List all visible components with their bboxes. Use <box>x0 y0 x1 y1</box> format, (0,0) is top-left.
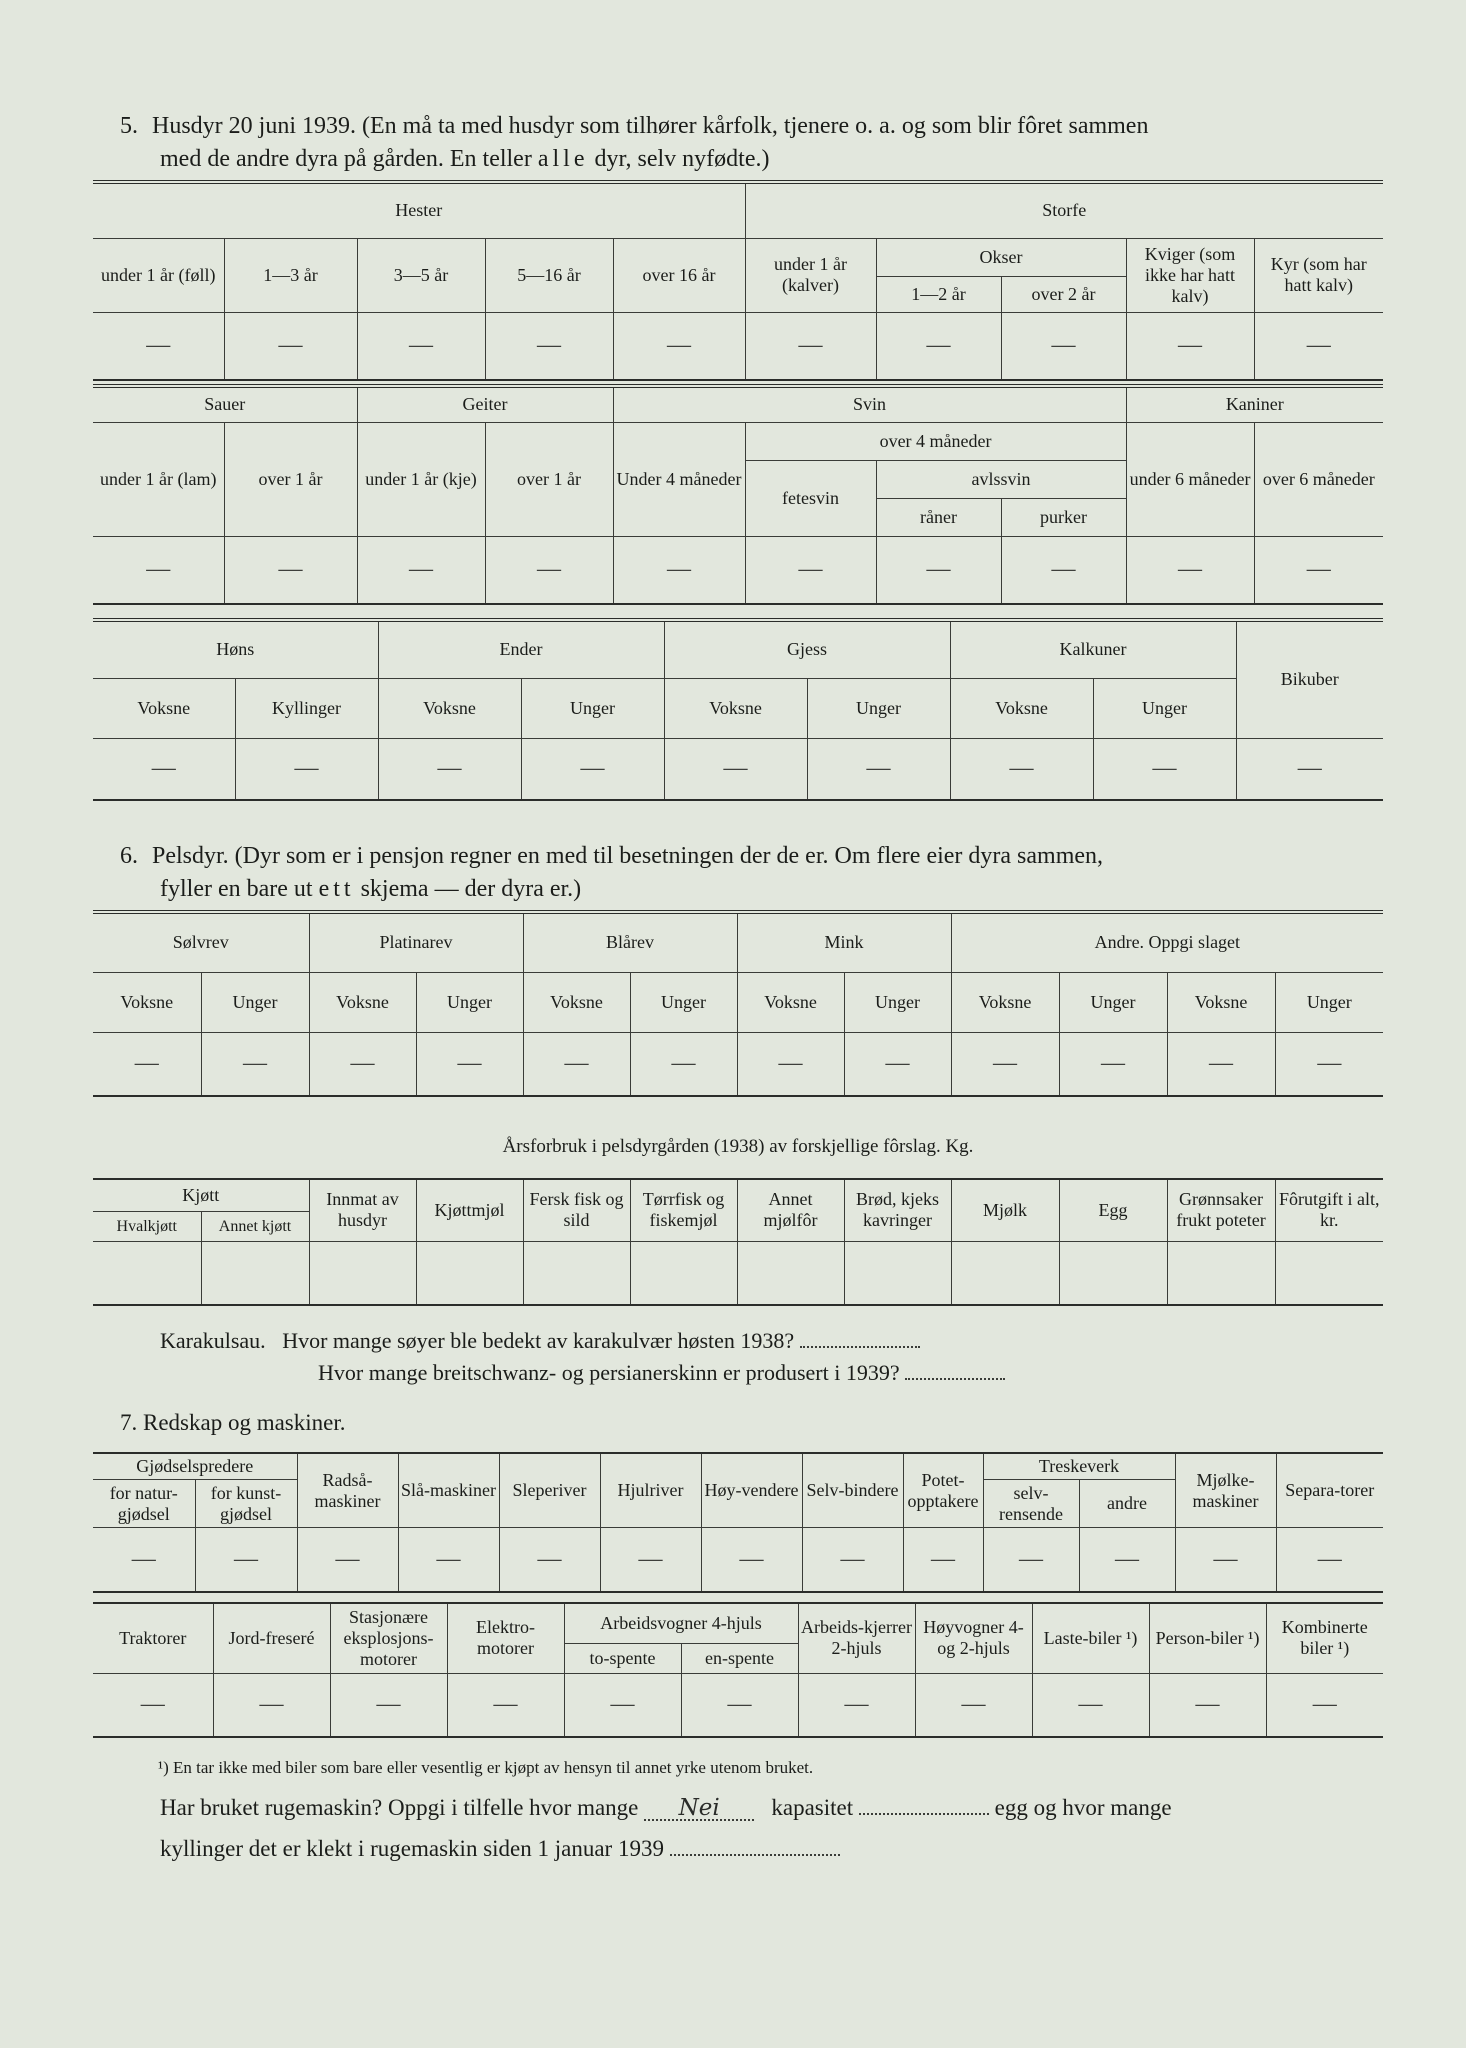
col-gjess-voksne: Voksne <box>664 678 807 738</box>
col-rabbit-over-6: over 6 måneder <box>1254 422 1383 536</box>
value-cell[interactable]: — <box>564 1673 681 1737</box>
value-cell[interactable]: — <box>876 312 1001 380</box>
section-6-line-1: Pelsdyr. (Dyr som er i pensjon regner en med til besetningen der de er. Om flere eier dyra sammen, <box>152 843 1104 869</box>
group-hons: Høns <box>93 620 378 678</box>
col-stasjonaere-motorer: Stasjonære eksplosjons-motorer <box>330 1603 447 1673</box>
col-enspente: en-spente <box>681 1643 798 1673</box>
value-cell[interactable]: — <box>807 738 950 800</box>
col-separatorer: Separa-torer <box>1276 1453 1383 1528</box>
group-storfe: Storfe <box>745 182 1383 238</box>
section-7-title: 7. Redskap og maskiner. <box>120 1410 346 1435</box>
value-cell[interactable]: — <box>630 1032 737 1096</box>
value-cell[interactable]: — <box>1093 738 1236 800</box>
table-sheep-goats-pigs-rabbits <box>93 384 1383 605</box>
value-cell[interactable]: — <box>664 738 807 800</box>
table-vehicles-motors <box>93 1602 1383 1738</box>
value-cell[interactable]: — <box>499 1528 600 1592</box>
col-selvrensende: selv-rensende <box>983 1480 1079 1528</box>
value-cell[interactable]: — <box>1266 1673 1383 1737</box>
group-andre-oppgi-slaget: Andre. Oppgi slaget <box>951 912 1383 972</box>
col-sleperiver: Sleperiver <box>499 1453 600 1528</box>
col-slamaskiner: Slå-maskiner <box>398 1453 499 1528</box>
incubator-question <box>160 1791 1172 1823</box>
col-egg: Egg <box>1059 1179 1167 1241</box>
col-kalkuner-voksne: Voksne <box>950 678 1093 738</box>
group-geiter: Geiter <box>357 386 613 422</box>
col-horse-5-16: 5—16 år <box>485 238 613 312</box>
value-cell[interactable]: — <box>613 536 745 604</box>
value-cell[interactable]: — <box>93 312 224 380</box>
value-cell[interactable]: — <box>1126 312 1254 380</box>
value-cell[interactable]: — <box>416 1032 523 1096</box>
value-cell[interactable]: — <box>983 1528 1079 1592</box>
col-potetopptakere: Potet-opptakere <box>903 1453 983 1528</box>
value-cell[interactable]: — <box>600 1528 701 1592</box>
group-gjodselspredere: Gjødselspredere <box>93 1453 297 1480</box>
col-voksne: Voksne <box>737 972 844 1032</box>
value-cell[interactable]: — <box>1254 536 1383 604</box>
col-kjottmjol: Kjøttmjøl <box>416 1179 523 1241</box>
col-unger: Unger <box>844 972 951 1032</box>
karakul-question-1 <box>160 1324 920 1356</box>
value-cell[interactable]: — <box>195 1528 297 1592</box>
value-cell[interactable] <box>737 1241 844 1305</box>
section-number: 6. <box>120 843 138 869</box>
value-cell[interactable]: — <box>1032 1673 1149 1737</box>
col-torrfisk: Tørrfisk og fiskemjøl <box>630 1179 737 1241</box>
col-hoyvogner: Høyvogner 4- og 2-hjuls <box>915 1603 1032 1673</box>
incubator-count-field[interactable] <box>644 1793 754 1821</box>
section-5-line-1: Husdyr 20 juni 1939. (En må ta med husdyr som tilhører kårfolk, tjenere o. a. og som blir fôret sammen <box>152 113 1149 139</box>
col-lastebiler: Laste-biler ¹) <box>1032 1603 1149 1673</box>
value-cell[interactable]: — <box>93 1528 195 1592</box>
group-sauer: Sauer <box>93 386 357 422</box>
value-cell[interactable]: — <box>1001 312 1126 380</box>
col-kyr: Kyr (som har hatt kalv) <box>1254 238 1383 312</box>
col-annet-kjott: Annet kjøtt <box>201 1211 309 1241</box>
col-brod: Brød, kjeks kavringer <box>844 1179 951 1241</box>
group-kjott: Kjøtt <box>93 1179 309 1211</box>
col-naturgjodsel: for natur-gjødsel <box>93 1480 195 1528</box>
value-cell[interactable]: — <box>235 738 378 800</box>
value-cell[interactable]: — <box>701 1528 802 1592</box>
value-cell[interactable]: — <box>93 738 235 800</box>
col-unger: Unger <box>416 972 523 1032</box>
chicks-hatched-field[interactable] <box>670 1832 840 1856</box>
value-cell[interactable]: — <box>357 312 485 380</box>
karakul-q2-text: Hvor mange breitschwanz- og persianerskinn er produsert i 1939? <box>318 1360 900 1385</box>
group-kaniner: Kaniner <box>1126 386 1383 422</box>
value-cell[interactable] <box>1059 1241 1167 1305</box>
col-horse-over-16: over 16 år <box>613 238 745 312</box>
value-cell[interactable]: — <box>798 1673 915 1737</box>
group-arbeidsvogner: Arbeidsvogner 4-hjuls <box>564 1603 798 1643</box>
value-cell[interactable]: — <box>802 1528 903 1592</box>
value-cell[interactable]: — <box>903 1528 983 1592</box>
value-cell[interactable]: — <box>521 738 664 800</box>
table-horses-cattle <box>93 180 1383 381</box>
section-5-heading <box>120 110 1385 176</box>
group-solvrev: Sølvrev <box>93 912 309 972</box>
col-kalkuner-unger: Unger <box>1093 678 1236 738</box>
emphasis-alle: alle <box>537 146 589 172</box>
col-voksne: Voksne <box>951 972 1059 1032</box>
col-elektromotorer: Elektro-motorer <box>447 1603 564 1673</box>
col-hjulriver: Hjulriver <box>600 1453 701 1528</box>
incubator-capacity-label: kapasitet <box>771 1795 854 1820</box>
karakul-q1-text: Hvor mange søyer ble bedekt av karakulvær høsten 1938? <box>282 1328 795 1353</box>
value-cell[interactable]: — <box>1167 1032 1275 1096</box>
value-cell[interactable] <box>630 1241 737 1305</box>
value-cell[interactable]: — <box>224 312 357 380</box>
value-cell[interactable]: — <box>1126 536 1254 604</box>
value-cell[interactable] <box>1275 1241 1383 1305</box>
col-fersk-fisk: Fersk fisk og sild <box>523 1179 630 1241</box>
col-gjess-unger: Unger <box>807 678 950 738</box>
value-cell[interactable] <box>951 1241 1059 1305</box>
col-sheep-over-1: over 1 år <box>224 422 357 536</box>
incubator-q-text: Har bruket rugemaskin? Oppgi i tilfelle hvor mange <box>160 1795 639 1820</box>
col-forutgift: Fôrutgift i alt, kr. <box>1275 1179 1383 1241</box>
group-platinarev: Platinarev <box>309 912 523 972</box>
chicks-hatched-text: kyllinger det er klekt i rugemaskin siden 1 januar 1939 <box>160 1836 664 1861</box>
group-treskeverk: Treskeverk <box>983 1453 1175 1480</box>
section-number: 5. <box>120 113 138 139</box>
value-cell[interactable]: — <box>915 1673 1032 1737</box>
value-cell[interactable]: — <box>297 1528 398 1592</box>
value-cell[interactable] <box>523 1241 630 1305</box>
col-okser-1-2: 1—2 år <box>876 276 1001 312</box>
value-cell[interactable]: — <box>357 536 485 604</box>
group-gjess: Gjess <box>664 620 950 678</box>
value-cell[interactable]: — <box>398 1528 499 1592</box>
col-unger: Unger <box>201 972 309 1032</box>
value-cell[interactable]: — <box>950 738 1093 800</box>
value-cell[interactable] <box>1167 1241 1275 1305</box>
table-poultry-beehives <box>93 618 1383 801</box>
col-unger: Unger <box>1059 972 1167 1032</box>
col-voksne: Voksne <box>309 972 416 1032</box>
value-cell[interactable]: — <box>485 312 613 380</box>
section-6-line-2a: fyller en bare ut <box>160 876 313 902</box>
footnote: ¹) En tar ikke med biler som bare eller vesentlig er kjøpt av hensyn til annet yrke utenom bruket. <box>158 1758 814 1777</box>
value-cell[interactable] <box>416 1241 523 1305</box>
group-blarev: Blårev <box>523 912 737 972</box>
value-cell[interactable] <box>201 1241 309 1305</box>
col-gronnsaker: Grønnsaker frukt poteter <box>1167 1179 1275 1241</box>
fodder-table-caption: Årsforbruk i pelsdyrgården (1938) av forskjellige fôrslag. Kg. <box>502 1136 974 1157</box>
group-mink: Mink <box>737 912 951 972</box>
value-cell[interactable]: — <box>1236 738 1383 800</box>
value-cell[interactable]: — <box>613 312 745 380</box>
value-cell[interactable]: — <box>93 1032 201 1096</box>
value-cell[interactable]: — <box>1079 1528 1175 1592</box>
value-cell[interactable]: — <box>737 1032 844 1096</box>
col-arbeidskjerrer: Arbeids-kjerrer 2-hjuls <box>798 1603 915 1673</box>
value-cell[interactable]: — <box>93 1673 213 1737</box>
col-innmat: Innmat av husdyr <box>309 1179 416 1241</box>
col-horse-3-5: 3—5 år <box>357 238 485 312</box>
incubator-answer: Nei <box>678 1795 720 1821</box>
col-mjolkemaskiner: Mjølke-maskiner <box>1175 1453 1276 1528</box>
value-cell[interactable]: — <box>1276 1528 1383 1592</box>
col-fetesvin: fetesvin <box>745 460 876 536</box>
col-goat-over-1: over 1 år <box>485 422 613 536</box>
col-kje: under 1 år (kje) <box>357 422 485 536</box>
value-cell[interactable]: — <box>330 1673 447 1737</box>
group-ender: Ender <box>378 620 664 678</box>
value-cell[interactable]: — <box>523 1032 630 1096</box>
col-hoyvendere: Høy-vendere <box>701 1453 802 1528</box>
col-lam: under 1 år (lam) <box>93 422 224 536</box>
value-cell[interactable]: — <box>201 1032 309 1096</box>
value-cell[interactable]: — <box>213 1673 330 1737</box>
col-traktorer: Traktorer <box>93 1603 213 1673</box>
col-bikuber: Bikuber <box>1236 620 1383 738</box>
karakul-q2-answer-field[interactable] <box>905 1356 1005 1380</box>
col-mjolk: Mjølk <box>951 1179 1059 1241</box>
col-unger: Unger <box>630 972 737 1032</box>
section-5-line-2b: dyr, selv nyfødte.) <box>594 146 770 172</box>
col-voksne: Voksne <box>1167 972 1275 1032</box>
value-cell[interactable]: — <box>485 536 613 604</box>
col-pig-under-4: Under 4 måneder <box>613 422 745 536</box>
group-okser: Okser <box>876 238 1126 276</box>
col-kunstgjodsel: for kunst-gjødsel <box>195 1480 297 1528</box>
col-jordfresere: Jord-freseré <box>213 1603 330 1673</box>
value-cell[interactable]: — <box>1254 312 1383 380</box>
col-unger: Unger <box>1275 972 1383 1032</box>
section-6-line-2b: skjema — der dyra er.) <box>360 876 582 902</box>
value-cell[interactable] <box>93 1241 201 1305</box>
col-kviger: Kviger (som ikke har hatt kalv) <box>1126 238 1254 312</box>
col-rabbit-under-6: under 6 måneder <box>1126 422 1254 536</box>
group-over-4-maneder: over 4 måneder <box>745 422 1126 460</box>
incubator-capacity-field[interactable] <box>859 1791 989 1815</box>
col-personbiler: Person-biler ¹) <box>1149 1603 1266 1673</box>
value-cell[interactable]: — <box>1059 1032 1167 1096</box>
col-horse-1-3: 1—3 år <box>224 238 357 312</box>
col-tospente: to-spente <box>564 1643 681 1673</box>
table-fur-animals <box>93 910 1383 1097</box>
value-cell[interactable]: — <box>378 738 521 800</box>
table-implements <box>93 1452 1383 1593</box>
col-raner: råner <box>876 498 1001 536</box>
section-6-heading <box>120 840 1385 906</box>
value-cell[interactable] <box>309 1241 416 1305</box>
emphasis-ett: ett <box>318 876 355 902</box>
col-cattle-under-1: under 1 år (kalver) <box>745 238 876 312</box>
value-cell[interactable]: — <box>876 536 1001 604</box>
col-hvalkjott: Hvalkjøtt <box>93 1211 201 1241</box>
value-cell[interactable]: — <box>1175 1528 1276 1592</box>
col-kyllinger: Kyllinger <box>235 678 378 738</box>
col-horse-under-1: under 1 år (føll) <box>93 238 224 312</box>
col-purker: purker <box>1001 498 1126 536</box>
karakul-question-2 <box>318 1356 1005 1388</box>
value-cell[interactable]: — <box>309 1032 416 1096</box>
incubator-eggs-label: egg og hvor mange <box>994 1795 1172 1820</box>
value-cell[interactable]: — <box>951 1032 1059 1096</box>
col-radsamaskiner: Radså-maskiner <box>297 1453 398 1528</box>
col-hons-voksne: Voksne <box>93 678 235 738</box>
karakul-label: Karakulsau. <box>160 1328 266 1353</box>
col-kombinerte-biler: Kombinerte biler ¹) <box>1266 1603 1383 1673</box>
value-cell[interactable]: — <box>1001 536 1126 604</box>
value-cell[interactable]: — <box>1149 1673 1266 1737</box>
karakul-q1-answer-field[interactable] <box>800 1324 920 1348</box>
value-cell[interactable]: — <box>681 1673 798 1737</box>
col-ender-voksne: Voksne <box>378 678 521 738</box>
col-voksne: Voksne <box>523 972 630 1032</box>
group-avlssvin: avlssvin <box>876 460 1126 498</box>
value-cell[interactable]: — <box>93 536 224 604</box>
value-cell[interactable]: — <box>1275 1032 1383 1096</box>
col-ender-unger: Unger <box>521 678 664 738</box>
table-fodder-consumption <box>93 1178 1383 1306</box>
section-5-line-2a: med de andre dyra på gården. En teller <box>160 146 532 172</box>
col-okser-over-2: over 2 år <box>1001 276 1126 312</box>
value-cell[interactable]: — <box>745 536 876 604</box>
col-treskeverk-andre: andre <box>1079 1480 1175 1528</box>
value-cell[interactable]: — <box>224 536 357 604</box>
col-voksne: Voksne <box>93 972 201 1032</box>
value-cell[interactable]: — <box>745 312 876 380</box>
chicks-hatched-question <box>160 1832 840 1864</box>
group-hester: Hester <box>93 182 745 238</box>
group-kalkuner: Kalkuner <box>950 620 1236 678</box>
value-cell[interactable]: — <box>447 1673 564 1737</box>
group-svin: Svin <box>613 386 1126 422</box>
col-annet-mjolfor: Annet mjølfôr <box>737 1179 844 1241</box>
value-cell[interactable] <box>844 1241 951 1305</box>
value-cell[interactable]: — <box>844 1032 951 1096</box>
col-selvbindere: Selv-bindere <box>802 1453 903 1528</box>
